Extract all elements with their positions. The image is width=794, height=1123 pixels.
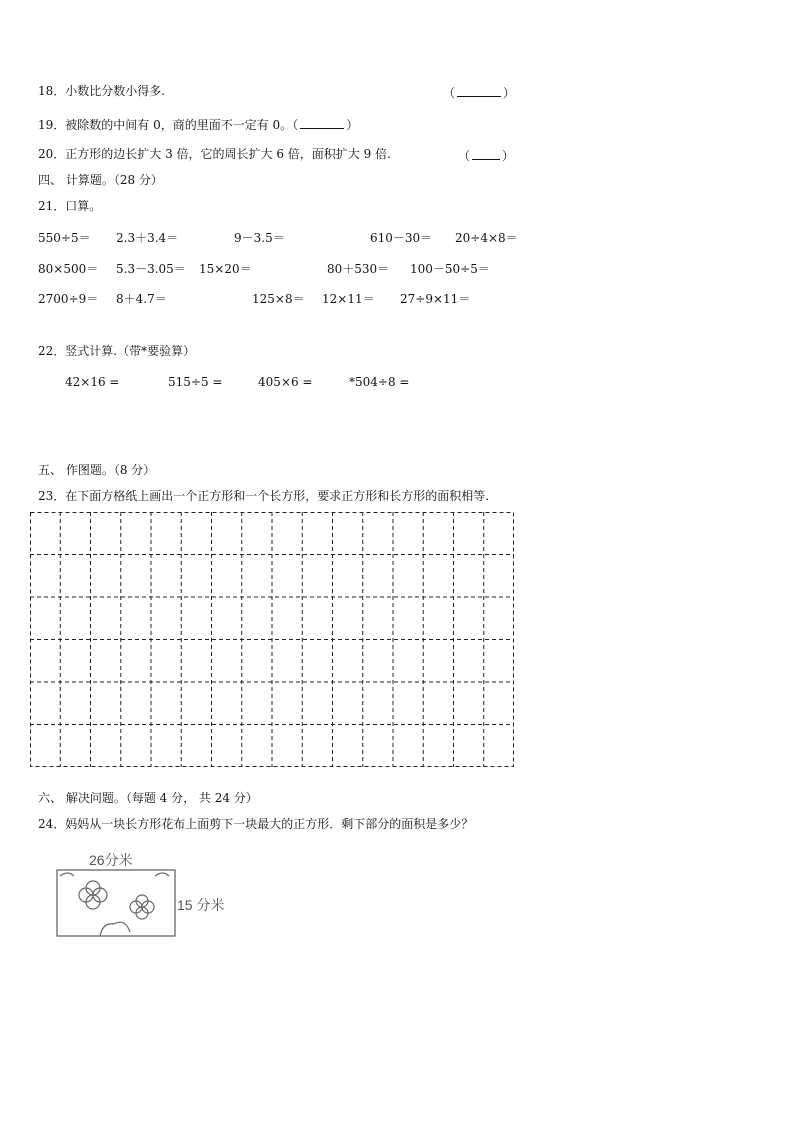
calc-item: 100－50÷5＝ — [410, 262, 490, 276]
calc-item: 27÷9×11＝ — [400, 292, 471, 306]
question-20 — [38, 148, 391, 160]
flower-partial-icon — [100, 922, 130, 936]
flower-icon — [79, 881, 107, 909]
height-label: 15 分米 — [177, 897, 225, 913]
answer-blank[interactable] — [300, 117, 344, 129]
corner-pattern-icon — [60, 873, 74, 876]
width-label: 26分米 — [89, 852, 133, 868]
calc-item: 125×8＝ — [252, 292, 305, 306]
grid-svg[interactable] — [30, 512, 514, 767]
answer-bracket-20: （ ） — [458, 149, 515, 163]
question-text: 正方形的边长扩大 3 倍，它的周长扩大 6 倍，面积扩大 9 倍. — [65, 147, 391, 161]
cloth-figure — [55, 850, 255, 945]
question-22-title: 22．竖式计算.（带*要验算） — [38, 344, 196, 358]
answer-blank[interactable] — [472, 148, 500, 160]
calc-item: 12×11＝ — [322, 292, 375, 306]
cloth-rectangle — [57, 870, 175, 936]
question-24: 24．妈妈从一块长方形花布上面剪下一块最大的正方形．剩下部分的面积是多少？ — [38, 817, 474, 831]
flower-icon — [130, 895, 154, 919]
vertical-calc-item: 405×6 = — [258, 375, 313, 389]
question-18 — [38, 85, 165, 97]
vertical-calc-item: *504÷8 = — [349, 375, 410, 389]
question-19: 19．被除数的中间有 0，商的里面不一定有 0。（ ） — [38, 118, 359, 132]
vertical-calc-item: 42×16 = — [65, 375, 120, 389]
grid-paper[interactable] — [30, 512, 514, 767]
calc-item: 15×20＝ — [199, 262, 252, 276]
calc-item: 9－3.5＝ — [234, 231, 285, 245]
answer-blank[interactable] — [457, 85, 501, 97]
question-23: 23．在下面方格纸上画出一个正方形和一个长方形，要求正方形和长方形的面积相等. — [38, 489, 490, 503]
calc-item: 2.3＋3.4＝ — [116, 231, 179, 245]
calc-item: 20÷4×8＝ — [455, 231, 518, 245]
corner-pattern-icon — [155, 873, 169, 876]
section-heading-6: 六、 解决问题。（每题 4 分， 共 24 分） — [38, 791, 258, 805]
question-number: 19． — [38, 118, 66, 132]
question-text: 被除数的中间有 0，商的里面不一定有 0。 — [65, 118, 293, 132]
answer-bracket-18: （ ） — [443, 86, 516, 100]
section-heading-5: 五、 作图题。（8 分） — [38, 463, 156, 477]
calc-item: 550÷5＝ — [38, 231, 91, 245]
section-heading-4: 四、 计算题。（28 分） — [38, 173, 163, 187]
question-number: 20． — [38, 147, 66, 161]
calc-item: 80×500＝ — [38, 262, 99, 276]
calc-item: 5.3－3.05＝ — [116, 262, 186, 276]
cloth-svg — [55, 850, 255, 945]
vertical-calc-item: 515÷5 = — [168, 375, 223, 389]
question-number: 18． — [38, 84, 66, 98]
calc-item: 2700÷9＝ — [38, 292, 99, 306]
calc-item: 8＋4.7＝ — [116, 292, 167, 306]
calc-item: 610－30＝ — [370, 231, 433, 245]
question-text: 小数比分数小得多. — [65, 84, 166, 98]
calc-item: 80＋530＝ — [327, 262, 390, 276]
question-21-title: 21．口算。 — [38, 199, 102, 213]
